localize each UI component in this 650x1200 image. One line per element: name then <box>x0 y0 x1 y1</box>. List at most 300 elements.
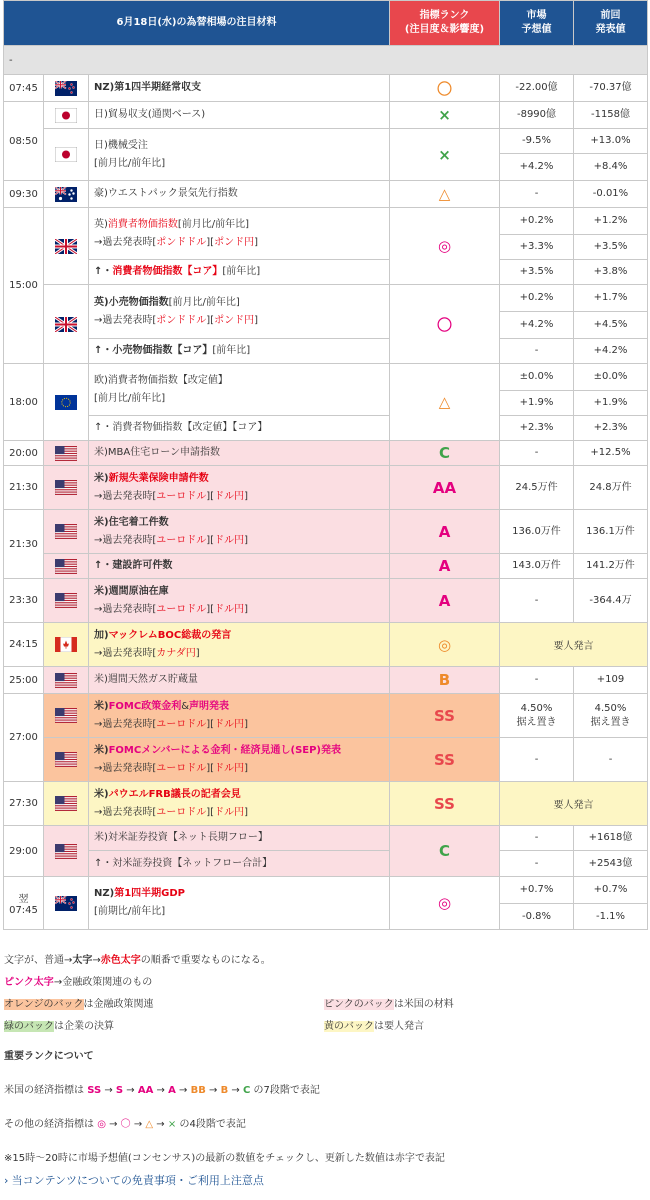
flag-cell <box>44 208 89 285</box>
jp-flag-icon <box>55 108 77 123</box>
time-cell <box>4 694 44 782</box>
yellow-label: 黄のバック <box>324 1021 374 1032</box>
event-text: ポンドドル <box>156 236 207 248</box>
event-text: ] <box>254 236 258 248</box>
note-bold: 太字 <box>72 955 93 966</box>
us-flag-icon <box>55 673 77 688</box>
rank-cell <box>390 102 500 129</box>
rank-cell <box>390 208 500 285</box>
event-text: 日)貿易収支(通関ベース) <box>94 109 206 120</box>
value-text: - <box>534 857 539 869</box>
event-text: 米) <box>94 788 109 800</box>
previous-cell <box>574 667 648 694</box>
rank-cell <box>390 129 500 181</box>
value-text: 136.1万件 <box>586 525 635 537</box>
event-row <box>4 554 648 579</box>
event-text[interactable]: →過去発表時[ <box>94 603 157 615</box>
rank-cell <box>390 826 500 877</box>
note-arrow: → <box>92 955 101 966</box>
event-text[interactable]: →過去発表時[ <box>94 718 157 730</box>
value-text: 24.5万件 <box>515 481 558 493</box>
event-text[interactable]: →過去発表時[ <box>94 314 157 326</box>
event-text: 米)週間原油在庫 <box>94 585 169 597</box>
event-text: ][ <box>206 314 215 326</box>
event-line <box>94 716 389 734</box>
event-text: ↑・小売物価指数【コア】 <box>94 345 213 356</box>
flag-cell <box>44 510 89 554</box>
value-text: -22.00億 <box>515 82 558 93</box>
event-line <box>94 216 389 234</box>
event-text[interactable]: →過去発表時[ <box>94 236 157 248</box>
uk-flag-icon <box>55 317 77 332</box>
chevron-right-icon: › <box>4 1174 9 1187</box>
value-text: +0.7% <box>593 884 628 895</box>
value-text: -8990億 <box>516 109 557 120</box>
event-row <box>4 129 648 154</box>
rank-cell <box>390 579 500 623</box>
event-row <box>4 694 648 738</box>
event-row <box>4 181 648 208</box>
note-orange <box>4 994 324 1016</box>
value-text: - <box>534 832 539 843</box>
event-text[interactable]: →過去発表時[ <box>94 647 157 659</box>
rank-a: A <box>168 1085 176 1096</box>
header-title: 6月18日(水)の為替相場の注目材料 <box>4 1 390 46</box>
value-text: -9.5% <box>521 135 551 146</box>
event-line <box>94 390 389 408</box>
note-text: は企業の決算 <box>54 1021 114 1032</box>
value-text: 4.50% <box>594 702 627 714</box>
event-text: 日)機械受注 <box>94 139 148 151</box>
event-text: ポンドドル <box>156 314 207 326</box>
event-line <box>94 532 389 550</box>
event-cell <box>89 554 390 579</box>
flag-cell <box>44 694 89 738</box>
flag-cell <box>44 181 89 208</box>
event-row <box>4 851 648 877</box>
note-line-2 <box>4 972 644 994</box>
rank-mark: 〇 <box>436 79 452 98</box>
forecast-cell <box>500 579 574 623</box>
event-text: 英) <box>94 218 108 230</box>
header-forecast-label: 市場 <box>526 10 547 21</box>
event-text: ユーロドル <box>156 762 207 774</box>
event-line <box>94 627 389 645</box>
event-line <box>94 804 389 822</box>
event-line <box>94 885 389 903</box>
previous-cell <box>574 554 648 579</box>
value-text: -0.8% <box>521 910 551 922</box>
value-text: +1.9% <box>593 397 628 408</box>
rank-mark: SS <box>434 706 455 725</box>
event-cell <box>89 181 390 208</box>
event-cell <box>89 694 390 738</box>
us-flag-icon <box>55 593 77 608</box>
time-cell <box>4 782 44 826</box>
event-line <box>94 342 389 360</box>
event-text: ][ <box>206 236 215 248</box>
event-text: 第1四半期GDP <box>114 888 185 899</box>
time-text: 21:30 <box>9 538 38 550</box>
event-text: 豪)ウエストパック景気先行指数 <box>94 188 238 199</box>
event-row <box>4 416 648 441</box>
event-text[interactable]: →過去発表時[ <box>94 534 157 546</box>
event-cell <box>89 877 390 930</box>
event-row <box>4 466 648 510</box>
value-text: ±0.0% <box>593 371 628 382</box>
time-text: 27:30 <box>9 798 38 809</box>
value-text: -1158億 <box>590 109 631 120</box>
value-text: +0.7% <box>519 884 554 895</box>
event-text: ][ <box>206 490 215 502</box>
event-cell <box>89 285 390 339</box>
value-text: +4.5% <box>593 319 628 330</box>
previous-cell <box>574 441 648 466</box>
value-text: - <box>534 345 539 356</box>
value-text: 据え置き <box>590 716 631 728</box>
rank-cell <box>390 285 500 364</box>
time-text: 23:30 <box>9 595 38 606</box>
value-text: +3.5% <box>519 266 554 277</box>
forecast-cell <box>500 416 574 441</box>
value-text: -1.1% <box>595 910 625 922</box>
time-text: 18:00 <box>9 396 38 408</box>
event-line <box>94 698 389 716</box>
event-text: 消費者物価指数 <box>107 218 178 230</box>
event-text: ↑・ <box>94 266 113 277</box>
rank-cell <box>390 466 500 510</box>
previous-cell <box>574 260 648 285</box>
note-text: は米国の材料 <box>393 999 454 1010</box>
calendar-table <box>3 0 648 930</box>
previous-cell <box>574 877 648 904</box>
event-text: ユーロドル <box>156 718 207 730</box>
rank-mark: △ <box>438 185 451 203</box>
forecast-cell <box>500 181 574 208</box>
event-line <box>94 155 389 173</box>
forecast-cell <box>500 235 574 260</box>
previous-cell <box>574 579 648 623</box>
value-text: +2543億 <box>588 857 633 869</box>
rank-cross: × <box>167 1119 177 1130</box>
value-text: +1618億 <box>588 832 633 843</box>
us-flag-icon <box>55 752 77 767</box>
event-text: 加) <box>94 629 109 641</box>
time-text: 15:00 <box>9 280 38 291</box>
event-text: ユーロドル <box>156 806 207 818</box>
note-yellow <box>324 1016 644 1038</box>
rank-cell <box>390 441 500 466</box>
rank-cell <box>390 694 500 738</box>
us-flag-icon <box>55 844 77 859</box>
flag-cell <box>44 738 89 782</box>
event-text: [前年比] <box>222 266 261 277</box>
value-text: +2.3% <box>593 422 628 433</box>
au-flag-icon <box>55 187 77 202</box>
event-line <box>94 760 389 778</box>
header-previous <box>574 1 648 46</box>
time-text: 翌 <box>18 894 29 905</box>
event-cell <box>89 75 390 102</box>
event-text: 米) <box>94 744 109 756</box>
us-flag-icon <box>55 559 77 574</box>
value-text: - <box>534 188 539 199</box>
event-line <box>94 470 389 488</box>
previous-cell <box>574 339 648 364</box>
event-text: [前月比/前年比] <box>94 157 166 169</box>
us-flag-icon <box>55 796 77 811</box>
previous-cell <box>574 391 648 416</box>
event-text: ドル円 <box>214 603 245 615</box>
time-text: 29:00 <box>9 845 38 857</box>
event-line <box>94 557 389 575</box>
time-cell <box>4 579 44 623</box>
event-line <box>94 829 389 847</box>
note-line-8: ※15時〜20時に市場予想値(コンセンサス)の最新の数値をチェックし、更新した数値は赤字で表記 <box>4 1153 445 1164</box>
table-header <box>4 1 648 46</box>
event-text: ユーロドル <box>156 534 207 546</box>
event-text: ポンド円 <box>214 314 255 326</box>
rank-mark: ◎ <box>437 237 452 255</box>
time-text: 09:30 <box>9 188 38 200</box>
note-text: の7段階で表記 <box>253 1085 320 1096</box>
event-text: [前月比/前年比] <box>94 392 166 404</box>
event-text: NZ)第1四半期経常収支 <box>94 82 202 93</box>
event-text: 消費者物価指数【コア】 <box>112 266 223 277</box>
speech-cell: 要人発言 <box>500 782 648 826</box>
previous-cell <box>574 364 648 391</box>
event-line <box>94 488 389 506</box>
time-cell <box>4 667 44 694</box>
note-green <box>4 1016 324 1038</box>
rank-cell <box>390 510 500 554</box>
event-line <box>94 903 389 921</box>
separator-row <box>4 46 648 75</box>
event-text: ↑・消費者物価指数【改定値】【コア】 <box>94 422 268 433</box>
event-text: 欧)消費者物価指数【改定値】 <box>94 374 228 386</box>
event-line <box>94 79 389 97</box>
event-text: ] <box>244 806 248 818</box>
event-row <box>4 623 648 667</box>
rank-s: S <box>115 1085 124 1096</box>
rank-cell <box>390 623 500 667</box>
event-text: & <box>181 700 190 712</box>
flag-cell <box>44 75 89 102</box>
event-text[interactable]: →過去発表時[ <box>94 806 157 818</box>
previous-cell <box>574 75 648 102</box>
speech-cell: 要人発言 <box>500 623 648 667</box>
rank-cell <box>390 181 500 208</box>
event-text: [前月比/前年比] <box>177 218 250 230</box>
rank-double-circle: ◎ <box>97 1119 106 1130</box>
header-rank-sub: (注目度＆影響度) <box>404 24 485 35</box>
legend-notes <box>4 950 644 1192</box>
event-row <box>4 339 648 364</box>
note-line-5 <box>4 1046 644 1068</box>
nz-flag-icon <box>55 81 77 96</box>
event-line <box>94 583 389 601</box>
time-cell <box>4 877 44 930</box>
uk-flag-icon <box>55 239 77 254</box>
time-text: 20:00 <box>9 447 38 459</box>
previous-cell <box>574 466 648 510</box>
value-text: 4.50% <box>520 702 553 714</box>
value-text: +4.2% <box>519 161 554 172</box>
value-text: - <box>534 753 539 765</box>
event-text: 米)MBA住宅ローン申請指数 <box>94 447 221 458</box>
event-row <box>4 782 648 826</box>
event-line <box>94 137 389 155</box>
rank-mark: SS <box>434 794 455 813</box>
forecast-cell <box>500 904 574 930</box>
rank-mark: ◎ <box>437 635 452 654</box>
event-row <box>4 364 648 391</box>
rank-triangle: △ <box>145 1119 154 1130</box>
time-text: 08:50 <box>9 135 38 147</box>
rank-mark: 〇 <box>436 315 452 334</box>
event-text: 米) <box>94 700 109 712</box>
flag-cell <box>44 554 89 579</box>
value-text: - <box>608 753 613 765</box>
event-row <box>4 510 648 554</box>
previous-cell <box>574 826 648 851</box>
event-text: ][ <box>206 762 215 774</box>
event-text: ↑・建設許可件数 <box>94 560 173 571</box>
previous-cell <box>574 694 648 738</box>
us-flag-icon <box>55 446 77 461</box>
note-pink-bold: ピンク太字 <box>4 977 54 988</box>
forecast-cell <box>500 391 574 416</box>
green-label: 緑のバック <box>4 1021 54 1032</box>
separator-cell: - <box>4 46 648 75</box>
flag-cell <box>44 667 89 694</box>
note-line-3 <box>4 994 644 1016</box>
forecast-cell <box>500 554 574 579</box>
previous-cell <box>574 510 648 554</box>
event-text: NZ) <box>94 888 115 899</box>
event-row <box>4 579 648 623</box>
header-previous-label: 前回 <box>600 10 621 21</box>
value-text: 136.0万件 <box>512 525 561 537</box>
rank-mark: × <box>438 145 451 164</box>
note-text: は要人発言 <box>374 1021 424 1032</box>
event-text: ] <box>195 647 200 659</box>
value-text: +3.5% <box>593 241 628 252</box>
note-pink <box>324 994 644 1016</box>
event-line <box>94 312 389 330</box>
value-text: 24.8万件 <box>589 481 632 493</box>
rank-mark: A <box>438 557 451 575</box>
rank-cell <box>390 667 500 694</box>
event-text[interactable]: →過去発表時[ <box>94 490 157 502</box>
event-text: FOMCメンバーによる金利・経済見通し(SEP)発表 <box>108 744 342 756</box>
rank-heading: 重要ランクについて <box>4 1051 94 1062</box>
event-cell <box>89 260 390 285</box>
event-text: [前月比/前年比] <box>168 296 240 308</box>
event-row <box>4 285 648 312</box>
rank-circle: 〇 <box>120 1119 131 1130</box>
event-line <box>94 294 389 312</box>
note-text: の4段階で表記 <box>179 1119 246 1130</box>
time-text: 07:45 <box>9 905 38 916</box>
event-text: カナダ円 <box>156 647 196 659</box>
event-text: ドル円 <box>214 718 245 730</box>
header-previous-sub: 発表値 <box>595 24 626 35</box>
event-row <box>4 738 648 782</box>
forecast-cell <box>500 694 574 738</box>
event-row <box>4 260 648 285</box>
flag-cell <box>44 782 89 826</box>
disclaimer-link[interactable]: 当コンテンツについての免責事項・ご利用上注意点 <box>11 1174 264 1187</box>
value-text: +109 <box>596 674 625 685</box>
event-text: ] <box>254 314 258 326</box>
event-text: 米) <box>94 472 109 484</box>
event-line <box>94 185 389 203</box>
rank-c: C <box>242 1085 251 1096</box>
event-text: 英)小売物価指数 <box>94 296 169 308</box>
flag-cell <box>44 129 89 181</box>
event-line <box>94 855 389 873</box>
event-text: FOMC政策金利 <box>108 700 182 712</box>
flag-cell <box>44 826 89 877</box>
note-red-bold: 赤色太字 <box>100 955 141 966</box>
note-line-7: その他の経済指標は ◎ → 〇 → △ → × の4段階で表記 <box>4 1119 246 1130</box>
previous-cell <box>574 312 648 339</box>
event-cell <box>89 208 390 260</box>
forecast-cell <box>500 510 574 554</box>
header-forecast-sub: 予想値 <box>521 24 552 35</box>
rank-mark: A <box>438 591 451 610</box>
event-text: ドル円 <box>214 490 245 502</box>
value-text: 据え置き <box>516 716 557 728</box>
time-cell <box>4 75 44 102</box>
event-text: パウエルFRB議長の記者会見 <box>108 788 241 800</box>
flag-cell <box>44 623 89 667</box>
rank-mark: C <box>438 842 450 860</box>
forecast-cell <box>500 75 574 102</box>
flag-cell <box>44 285 89 364</box>
rank-mark: △ <box>438 393 451 411</box>
flag-cell <box>44 466 89 510</box>
event-text: 米)対米証券投資【ネット長期フロー】 <box>94 832 268 843</box>
event-text: ] <box>244 603 248 615</box>
event-text: 新規失業保険申請件数 <box>108 472 209 484</box>
forecast-cell <box>500 441 574 466</box>
eu-flag-icon <box>55 395 77 410</box>
event-text: ↑・対米証券投資【ネットフロー合計】 <box>94 857 273 869</box>
event-cell <box>89 510 390 554</box>
note-line-4 <box>4 1016 644 1038</box>
forecast-cell <box>500 285 574 312</box>
value-text: - <box>534 447 539 458</box>
event-line <box>94 514 389 532</box>
value-text: +0.2% <box>519 292 554 303</box>
event-text[interactable]: →過去発表時[ <box>94 762 157 774</box>
event-line <box>94 671 389 689</box>
event-text: ] <box>244 762 248 774</box>
rank-cell <box>390 364 500 441</box>
value-text: +4.2% <box>519 319 554 330</box>
rank-b: B <box>220 1085 229 1096</box>
forecast-cell <box>500 877 574 904</box>
note-line-6: 米国の経済指標は SS → S → AA → A → BB → B → C の7段階で表記 <box>4 1085 320 1096</box>
flag-cell <box>44 877 89 930</box>
value-text: +12.5% <box>590 447 631 458</box>
note-text: 米国の経済指標は <box>4 1085 84 1096</box>
nz-flag-icon <box>55 896 77 911</box>
event-line <box>94 444 389 462</box>
forecast-cell <box>500 339 574 364</box>
